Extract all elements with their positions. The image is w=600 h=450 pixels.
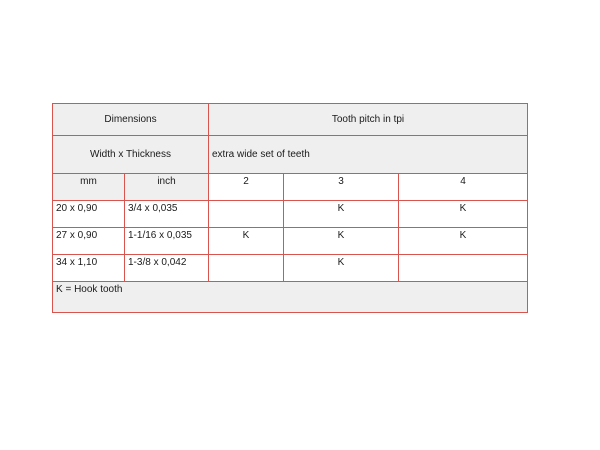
table-row [53,201,528,228]
table-row [53,255,528,282]
extra-wide-set-header: extra wide set of teeth [209,136,528,174]
width-thickness-header: Width x Thickness [53,136,209,174]
column-header-pitch-3: 3 [284,174,399,201]
footnote: K = Hook tooth [53,282,528,313]
column-header-inch: inch [125,174,209,201]
cell-pitch-2: K [209,228,284,255]
cell-mm: 20 x 0,90 [53,201,125,228]
table-subheader-row [53,136,528,174]
cell-pitch-2 [209,201,284,228]
column-header-mm: mm [53,174,125,201]
cell-pitch-4: K [399,201,528,228]
cell-pitch-3: K [284,255,399,282]
dimensions-header: Dimensions [53,104,209,136]
column-header-pitch-2: 2 [209,174,284,201]
column-header-pitch-4: 4 [399,174,528,201]
cell-pitch-3: K [284,201,399,228]
table-header-row [53,104,528,136]
cell-mm: 27 x 0,90 [53,228,125,255]
column-header-row [53,174,528,201]
cell-pitch-4 [399,255,528,282]
table-row [53,228,528,255]
cell-inch: 1-3/8 x 0,042 [125,255,209,282]
cell-pitch-3: K [284,228,399,255]
cell-pitch-2 [209,255,284,282]
tooth-pitch-table [52,103,528,313]
footnote-row [53,282,528,313]
cell-inch: 1-1/16 x 0,035 [125,228,209,255]
tooth-pitch-header: Tooth pitch in tpi [209,104,528,136]
cell-mm: 34 x 1,10 [53,255,125,282]
cell-pitch-4: K [399,228,528,255]
cell-inch: 3/4 x 0,035 [125,201,209,228]
